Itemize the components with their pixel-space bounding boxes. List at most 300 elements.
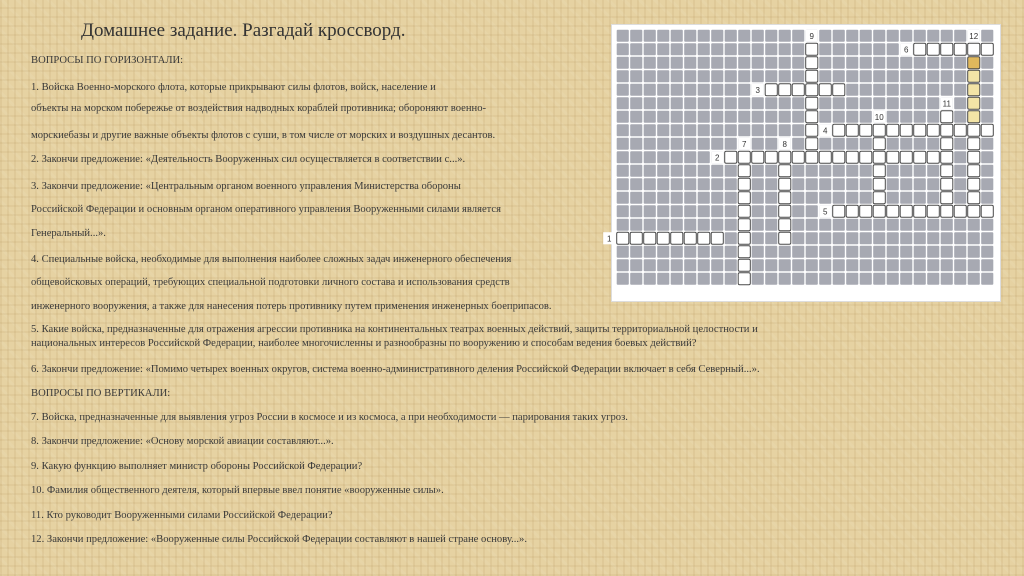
crossword-empty-cell bbox=[819, 219, 831, 231]
crossword-empty-cell bbox=[941, 259, 953, 271]
crossword-empty-cell bbox=[792, 43, 804, 55]
crossword-answer-cell[interactable] bbox=[711, 232, 723, 244]
crossword-answer-cell[interactable] bbox=[738, 192, 750, 204]
crossword-empty-cell bbox=[833, 30, 845, 42]
question-line: 5. Какие войска, предназначенные для отражения агрессии противника на континентальных театрах военных действий, защиты территориальной целостности и bbox=[31, 324, 758, 335]
crossword-empty-cell bbox=[806, 232, 818, 244]
crossword-answer-cell[interactable] bbox=[968, 124, 980, 136]
crossword-empty-cell bbox=[725, 246, 737, 258]
crossword-empty-cell bbox=[644, 124, 656, 136]
crossword-answer-cell[interactable] bbox=[968, 165, 980, 177]
crossword-answer-cell[interactable] bbox=[968, 178, 980, 190]
crossword-empty-cell bbox=[833, 70, 845, 82]
crossword-empty-cell bbox=[738, 30, 750, 42]
crossword-empty-cell bbox=[657, 43, 669, 55]
crossword-empty-cell bbox=[873, 57, 885, 69]
crossword-answer-cell[interactable] bbox=[806, 70, 818, 82]
crossword-empty-cell bbox=[711, 57, 723, 69]
crossword-empty-cell bbox=[617, 70, 629, 82]
crossword-empty-cell bbox=[860, 259, 872, 271]
crossword-empty-cell bbox=[630, 70, 642, 82]
crossword-empty-cell bbox=[981, 273, 993, 285]
crossword-empty-cell bbox=[671, 178, 683, 190]
crossword-empty-cell bbox=[981, 246, 993, 258]
crossword-empty-cell bbox=[900, 273, 912, 285]
crossword-answer-cell[interactable] bbox=[873, 192, 885, 204]
crossword-empty-cell bbox=[792, 232, 804, 244]
crossword-empty-cell bbox=[644, 84, 656, 96]
crossword-empty-cell bbox=[860, 219, 872, 231]
crossword-empty-cell bbox=[914, 246, 926, 258]
crossword-answer-cell[interactable] bbox=[860, 151, 872, 163]
crossword-empty-cell bbox=[833, 111, 845, 123]
crossword-empty-cell bbox=[900, 70, 912, 82]
crossword-empty-cell bbox=[617, 273, 629, 285]
crossword-answer-cell[interactable] bbox=[873, 205, 885, 217]
crossword-answer-cell[interactable] bbox=[779, 165, 791, 177]
crossword-empty-cell bbox=[711, 219, 723, 231]
crossword-empty-cell bbox=[792, 192, 804, 204]
crossword-empty-cell bbox=[981, 151, 993, 163]
crossword-answer-cell[interactable] bbox=[860, 124, 872, 136]
crossword-empty-cell bbox=[927, 246, 939, 258]
crossword-number-label: 3 bbox=[755, 85, 760, 95]
crossword-empty-cell bbox=[887, 273, 899, 285]
crossword-empty-cell bbox=[914, 273, 926, 285]
crossword-empty-cell bbox=[779, 97, 791, 109]
crossword-answer-cell[interactable] bbox=[941, 205, 953, 217]
crossword-empty-cell bbox=[927, 178, 939, 190]
question-line: 6. Закончи предложение: «Помимо четырех военных округов, система военно-административного деления Российской Федерации включает в себя Северный...». bbox=[31, 364, 760, 375]
crossword-answer-cell[interactable] bbox=[873, 124, 885, 136]
crossword-empty-cell bbox=[860, 57, 872, 69]
crossword-empty-cell bbox=[887, 30, 899, 42]
crossword-empty-cell bbox=[752, 57, 764, 69]
question-line: ВОПРОСЫ ПО ГОРИЗОНТАЛИ: bbox=[31, 55, 184, 66]
crossword-empty-cell bbox=[752, 124, 764, 136]
crossword-empty-cell bbox=[725, 219, 737, 231]
crossword-empty-cell bbox=[900, 111, 912, 123]
crossword-empty-cell bbox=[927, 57, 939, 69]
crossword-answer-cell[interactable] bbox=[792, 84, 804, 96]
crossword-empty-cell bbox=[698, 151, 710, 163]
crossword-empty-cell bbox=[738, 70, 750, 82]
crossword-empty-cell bbox=[981, 138, 993, 150]
crossword-empty-cell bbox=[657, 192, 669, 204]
crossword-empty-cell bbox=[887, 219, 899, 231]
crossword-answer-cell[interactable] bbox=[833, 205, 845, 217]
crossword-answer-cell[interactable] bbox=[833, 124, 845, 136]
crossword-empty-cell bbox=[671, 57, 683, 69]
crossword-empty-cell bbox=[725, 70, 737, 82]
crossword-answer-cell[interactable] bbox=[968, 97, 980, 109]
crossword-empty-cell bbox=[765, 219, 777, 231]
crossword-empty-cell bbox=[792, 205, 804, 217]
crossword-answer-cell[interactable] bbox=[873, 151, 885, 163]
crossword-answer-cell[interactable] bbox=[927, 43, 939, 55]
crossword-empty-cell bbox=[873, 84, 885, 96]
crossword-answer-cell[interactable] bbox=[968, 205, 980, 217]
crossword-empty-cell bbox=[684, 205, 696, 217]
crossword-empty-cell bbox=[900, 57, 912, 69]
crossword-answer-cell[interactable] bbox=[738, 232, 750, 244]
crossword-empty-cell bbox=[711, 97, 723, 109]
crossword-empty-cell bbox=[779, 57, 791, 69]
crossword-empty-cell bbox=[819, 97, 831, 109]
crossword-answer-cell[interactable] bbox=[968, 192, 980, 204]
crossword-empty-cell bbox=[725, 97, 737, 109]
crossword-number-label: 8 bbox=[782, 139, 787, 149]
question-line: 10. Фамилия общественного деятеля, который впервые ввел понятие «вооруженные силы». bbox=[31, 485, 444, 496]
crossword-empty-cell bbox=[806, 273, 818, 285]
crossword-empty-cell bbox=[927, 138, 939, 150]
crossword-answer-cell[interactable] bbox=[630, 232, 642, 244]
crossword-answer-cell[interactable] bbox=[846, 151, 858, 163]
crossword-empty-cell bbox=[671, 151, 683, 163]
crossword-answer-cell[interactable] bbox=[819, 84, 831, 96]
crossword-answer-cell[interactable] bbox=[941, 165, 953, 177]
crossword-empty-cell bbox=[738, 84, 750, 96]
crossword-answer-cell[interactable] bbox=[806, 57, 818, 69]
crossword-empty-cell bbox=[860, 70, 872, 82]
crossword-answer-cell[interactable] bbox=[657, 232, 669, 244]
crossword-answer-cell[interactable] bbox=[954, 43, 966, 55]
crossword-answer-cell[interactable] bbox=[914, 151, 926, 163]
crossword-empty-cell bbox=[846, 70, 858, 82]
crossword-answer-cell[interactable] bbox=[887, 205, 899, 217]
crossword-empty-cell bbox=[900, 246, 912, 258]
crossword-empty-cell bbox=[765, 70, 777, 82]
crossword-empty-cell bbox=[738, 111, 750, 123]
question-line: Российской Федерации и основным органом оперативного управления Вооруженными силами является bbox=[31, 204, 501, 215]
crossword-empty-cell bbox=[860, 111, 872, 123]
crossword-empty-cell bbox=[644, 151, 656, 163]
crossword-empty-cell bbox=[927, 259, 939, 271]
crossword-empty-cell bbox=[752, 30, 764, 42]
crossword-answer-cell[interactable] bbox=[738, 246, 750, 258]
crossword-empty-cell bbox=[752, 205, 764, 217]
crossword-empty-cell bbox=[684, 178, 696, 190]
crossword-empty-cell bbox=[900, 178, 912, 190]
crossword-empty-cell bbox=[765, 259, 777, 271]
crossword-number-label: 4 bbox=[823, 126, 828, 136]
crossword-answer-cell[interactable] bbox=[806, 43, 818, 55]
crossword-empty-cell bbox=[981, 192, 993, 204]
crossword-answer-cell[interactable] bbox=[846, 124, 858, 136]
crossword-empty-cell bbox=[711, 43, 723, 55]
crossword-answer-cell[interactable] bbox=[792, 151, 804, 163]
crossword-empty-cell bbox=[927, 192, 939, 204]
crossword-empty-cell bbox=[698, 97, 710, 109]
crossword-number-label: 1 bbox=[607, 234, 612, 244]
crossword-answer-cell[interactable] bbox=[806, 84, 818, 96]
crossword-empty-cell bbox=[752, 219, 764, 231]
crossword-answer-cell[interactable] bbox=[779, 178, 791, 190]
crossword-number-label: 2 bbox=[715, 153, 720, 163]
crossword-answer-cell[interactable] bbox=[914, 43, 926, 55]
crossword-empty-cell bbox=[860, 30, 872, 42]
crossword-empty-cell bbox=[765, 57, 777, 69]
crossword-answer-cell[interactable] bbox=[833, 84, 845, 96]
crossword-empty-cell bbox=[711, 178, 723, 190]
crossword-empty-cell bbox=[792, 111, 804, 123]
crossword-empty-cell bbox=[765, 111, 777, 123]
crossword-answer-cell[interactable] bbox=[968, 57, 980, 69]
crossword-answer-cell[interactable] bbox=[806, 138, 818, 150]
crossword-empty-cell bbox=[887, 259, 899, 271]
crossword-answer-cell[interactable] bbox=[738, 219, 750, 231]
crossword-empty-cell bbox=[941, 84, 953, 96]
question-line: ВОПРОСЫ ПО ВЕРТИКАЛИ: bbox=[31, 388, 171, 399]
question-line: объекты на морском побережье от воздействия надводных кораблей противника; обороняют военно- bbox=[31, 103, 487, 114]
crossword-empty-cell bbox=[914, 165, 926, 177]
crossword-empty-cell bbox=[711, 124, 723, 136]
crossword-answer-cell[interactable] bbox=[914, 205, 926, 217]
crossword-empty-cell bbox=[792, 97, 804, 109]
crossword-empty-cell bbox=[630, 151, 642, 163]
crossword-empty-cell bbox=[657, 70, 669, 82]
crossword-empty-cell bbox=[954, 138, 966, 150]
crossword-empty-cell bbox=[792, 273, 804, 285]
crossword-answer-cell[interactable] bbox=[968, 43, 980, 55]
crossword-empty-cell bbox=[684, 165, 696, 177]
crossword-answer-cell[interactable] bbox=[806, 97, 818, 109]
crossword-empty-cell bbox=[671, 30, 683, 42]
crossword-answer-cell[interactable] bbox=[725, 151, 737, 163]
crossword-empty-cell bbox=[846, 273, 858, 285]
crossword-empty-cell bbox=[819, 70, 831, 82]
crossword-empty-cell bbox=[725, 192, 737, 204]
crossword-answer-cell[interactable] bbox=[954, 124, 966, 136]
crossword-empty-cell bbox=[954, 57, 966, 69]
crossword-answer-cell[interactable] bbox=[779, 219, 791, 231]
crossword-empty-cell bbox=[954, 30, 966, 42]
crossword-empty-cell bbox=[765, 30, 777, 42]
crossword-empty-cell bbox=[873, 232, 885, 244]
crossword-answer-cell[interactable] bbox=[738, 273, 750, 285]
crossword-empty-cell bbox=[711, 84, 723, 96]
crossword-answer-cell[interactable] bbox=[806, 111, 818, 123]
crossword-answer-cell[interactable] bbox=[887, 151, 899, 163]
crossword-empty-cell bbox=[860, 246, 872, 258]
crossword-answer-cell[interactable] bbox=[779, 84, 791, 96]
crossword-empty-cell bbox=[900, 165, 912, 177]
crossword-empty-cell bbox=[954, 70, 966, 82]
crossword-answer-cell[interactable] bbox=[927, 124, 939, 136]
crossword-answer-cell[interactable] bbox=[765, 151, 777, 163]
crossword-empty-cell bbox=[725, 273, 737, 285]
crossword-empty-cell bbox=[900, 84, 912, 96]
crossword-answer-cell[interactable] bbox=[779, 151, 791, 163]
crossword-empty-cell bbox=[698, 219, 710, 231]
crossword-empty-cell bbox=[765, 273, 777, 285]
crossword-answer-cell[interactable] bbox=[671, 232, 683, 244]
crossword-empty-cell bbox=[738, 124, 750, 136]
crossword-empty-cell bbox=[630, 43, 642, 55]
crossword-answer-cell[interactable] bbox=[968, 138, 980, 150]
crossword-empty-cell bbox=[752, 111, 764, 123]
crossword-empty-cell bbox=[806, 259, 818, 271]
crossword-empty-cell bbox=[981, 178, 993, 190]
crossword-empty-cell bbox=[752, 97, 764, 109]
crossword-answer-cell[interactable] bbox=[806, 124, 818, 136]
crossword-empty-cell bbox=[873, 30, 885, 42]
crossword-answer-cell[interactable] bbox=[698, 232, 710, 244]
crossword-grid bbox=[607, 29, 996, 297]
crossword-answer-cell[interactable] bbox=[860, 205, 872, 217]
crossword-answer-cell[interactable] bbox=[941, 111, 953, 123]
crossword-empty-cell bbox=[684, 151, 696, 163]
crossword-empty-cell bbox=[684, 192, 696, 204]
crossword-empty-cell bbox=[644, 259, 656, 271]
crossword-answer-cell[interactable] bbox=[941, 151, 953, 163]
crossword-empty-cell bbox=[833, 192, 845, 204]
crossword-empty-cell bbox=[779, 43, 791, 55]
crossword-empty-cell bbox=[684, 43, 696, 55]
crossword-empty-cell bbox=[981, 259, 993, 271]
crossword-empty-cell bbox=[725, 84, 737, 96]
crossword-empty-cell bbox=[954, 165, 966, 177]
crossword-empty-cell bbox=[806, 165, 818, 177]
crossword-answer-cell[interactable] bbox=[806, 151, 818, 163]
crossword-answer-cell[interactable] bbox=[833, 151, 845, 163]
crossword-empty-cell bbox=[630, 111, 642, 123]
crossword-empty-cell bbox=[779, 246, 791, 258]
crossword-answer-cell[interactable] bbox=[968, 111, 980, 123]
crossword-answer-cell[interactable] bbox=[941, 178, 953, 190]
crossword-answer-cell[interactable] bbox=[941, 138, 953, 150]
crossword-answer-cell[interactable] bbox=[873, 178, 885, 190]
crossword-empty-cell bbox=[657, 165, 669, 177]
crossword-empty-cell bbox=[752, 246, 764, 258]
crossword-answer-cell[interactable] bbox=[968, 70, 980, 82]
crossword-answer-cell[interactable] bbox=[927, 151, 939, 163]
crossword-answer-cell[interactable] bbox=[617, 232, 629, 244]
crossword-answer-cell[interactable] bbox=[887, 124, 899, 136]
crossword-empty-cell bbox=[711, 273, 723, 285]
crossword-empty-cell bbox=[617, 178, 629, 190]
crossword-empty-cell bbox=[954, 192, 966, 204]
crossword-empty-cell bbox=[846, 232, 858, 244]
crossword-empty-cell bbox=[792, 259, 804, 271]
crossword-empty-cell bbox=[846, 165, 858, 177]
crossword-answer-cell[interactable] bbox=[927, 205, 939, 217]
crossword-empty-cell bbox=[846, 43, 858, 55]
crossword-answer-cell[interactable] bbox=[941, 43, 953, 55]
crossword-empty-cell bbox=[860, 192, 872, 204]
crossword-empty-cell bbox=[846, 97, 858, 109]
crossword-number-label: 6 bbox=[904, 45, 909, 55]
crossword-answer-cell[interactable] bbox=[738, 259, 750, 271]
crossword-empty-cell bbox=[752, 273, 764, 285]
crossword-answer-cell[interactable] bbox=[684, 232, 696, 244]
crossword-empty-cell bbox=[671, 124, 683, 136]
crossword-empty-cell bbox=[887, 70, 899, 82]
crossword-empty-cell bbox=[725, 57, 737, 69]
crossword-answer-cell[interactable] bbox=[644, 232, 656, 244]
crossword-empty-cell bbox=[873, 273, 885, 285]
crossword-empty-cell bbox=[644, 219, 656, 231]
crossword-answer-cell[interactable] bbox=[738, 151, 750, 163]
crossword-empty-cell bbox=[900, 259, 912, 271]
crossword-empty-cell bbox=[644, 30, 656, 42]
crossword-answer-cell[interactable] bbox=[779, 232, 791, 244]
crossword-number-label: 12 bbox=[969, 31, 979, 41]
crossword-empty-cell bbox=[819, 30, 831, 42]
crossword-answer-cell[interactable] bbox=[738, 165, 750, 177]
crossword-answer-cell[interactable] bbox=[819, 151, 831, 163]
crossword-empty-cell bbox=[900, 232, 912, 244]
crossword-panel bbox=[607, 24, 1001, 302]
crossword-empty-cell bbox=[630, 246, 642, 258]
crossword-empty-cell bbox=[711, 246, 723, 258]
crossword-answer-cell[interactable] bbox=[914, 124, 926, 136]
crossword-answer-cell[interactable] bbox=[900, 124, 912, 136]
crossword-empty-cell bbox=[941, 273, 953, 285]
crossword-answer-cell[interactable] bbox=[981, 205, 993, 217]
crossword-empty-cell bbox=[833, 165, 845, 177]
crossword-empty-cell bbox=[698, 138, 710, 150]
crossword-empty-cell bbox=[617, 138, 629, 150]
crossword-answer-cell[interactable] bbox=[900, 205, 912, 217]
crossword-answer-cell[interactable] bbox=[752, 151, 764, 163]
crossword-answer-cell[interactable] bbox=[900, 151, 912, 163]
crossword-empty-cell bbox=[792, 124, 804, 136]
crossword-answer-cell[interactable] bbox=[941, 124, 953, 136]
crossword-answer-cell[interactable] bbox=[968, 84, 980, 96]
crossword-answer-cell[interactable] bbox=[873, 138, 885, 150]
crossword-empty-cell bbox=[617, 124, 629, 136]
crossword-empty-cell bbox=[833, 273, 845, 285]
crossword-empty-cell bbox=[671, 70, 683, 82]
crossword-answer-cell[interactable] bbox=[779, 205, 791, 217]
crossword-answer-cell[interactable] bbox=[779, 192, 791, 204]
crossword-empty-cell bbox=[779, 30, 791, 42]
crossword-answer-cell[interactable] bbox=[941, 192, 953, 204]
crossword-empty-cell bbox=[900, 30, 912, 42]
crossword-empty-cell bbox=[887, 138, 899, 150]
crossword-empty-cell bbox=[846, 192, 858, 204]
crossword-empty-cell bbox=[981, 165, 993, 177]
crossword-empty-cell bbox=[833, 219, 845, 231]
crossword-empty-cell bbox=[819, 138, 831, 150]
crossword-empty-cell bbox=[684, 273, 696, 285]
crossword-empty-cell bbox=[684, 97, 696, 109]
crossword-empty-cell bbox=[981, 97, 993, 109]
crossword-answer-cell[interactable] bbox=[954, 205, 966, 217]
crossword-answer-cell[interactable] bbox=[981, 43, 993, 55]
crossword-empty-cell bbox=[819, 232, 831, 244]
crossword-answer-cell[interactable] bbox=[968, 151, 980, 163]
crossword-answer-cell[interactable] bbox=[738, 205, 750, 217]
crossword-empty-cell bbox=[900, 219, 912, 231]
crossword-empty-cell bbox=[644, 57, 656, 69]
crossword-empty-cell bbox=[779, 111, 791, 123]
crossword-empty-cell bbox=[954, 97, 966, 109]
crossword-empty-cell bbox=[819, 57, 831, 69]
crossword-answer-cell[interactable] bbox=[981, 124, 993, 136]
crossword-answer-cell[interactable] bbox=[846, 205, 858, 217]
crossword-answer-cell[interactable] bbox=[765, 84, 777, 96]
crossword-empty-cell bbox=[738, 57, 750, 69]
crossword-empty-cell bbox=[968, 273, 980, 285]
crossword-empty-cell bbox=[792, 138, 804, 150]
crossword-empty-cell bbox=[914, 30, 926, 42]
crossword-answer-cell[interactable] bbox=[873, 165, 885, 177]
crossword-empty-cell bbox=[954, 84, 966, 96]
crossword-answer-cell[interactable] bbox=[738, 178, 750, 190]
crossword-empty-cell bbox=[657, 246, 669, 258]
